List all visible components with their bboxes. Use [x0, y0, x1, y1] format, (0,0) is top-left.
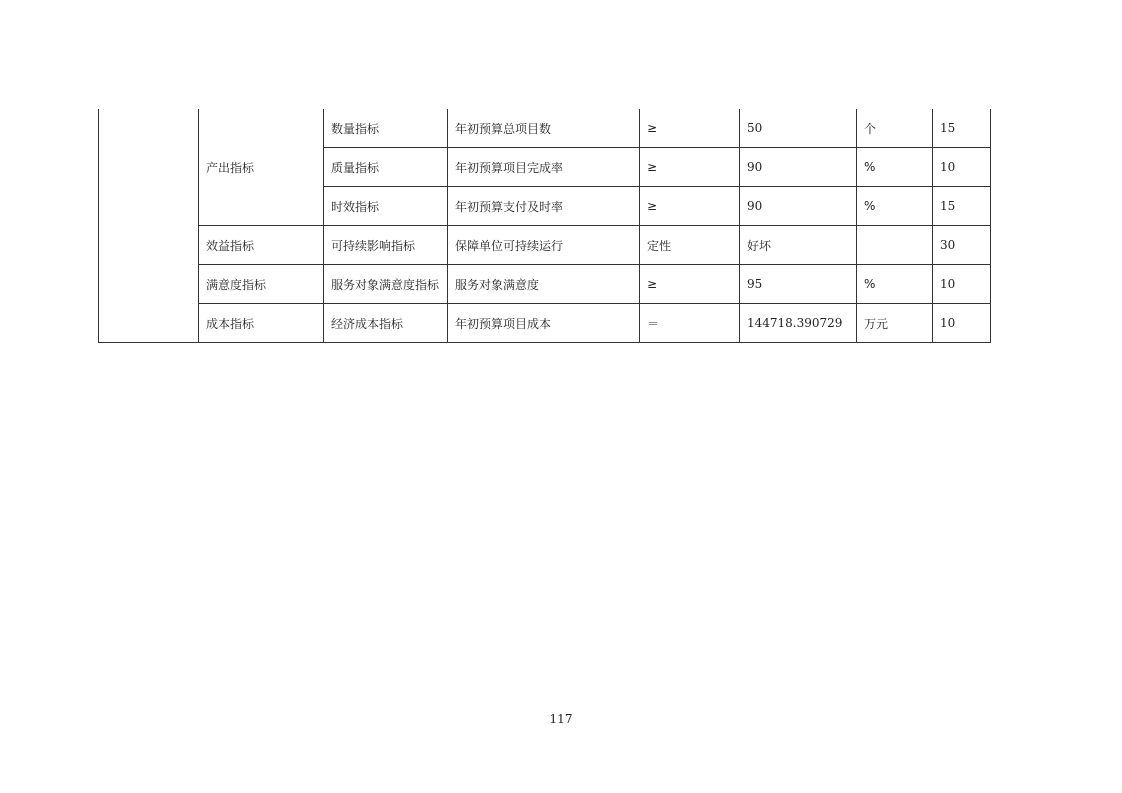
score-cell: 15	[933, 187, 991, 226]
table-row	[99, 109, 991, 148]
indicator-name-cell: 年初预算总项目数	[448, 109, 640, 148]
unit-cell: 万元	[857, 304, 933, 343]
score-cell: 10	[933, 304, 991, 343]
score-cell: 30	[933, 226, 991, 265]
level3-indicator-cell: 时效指标	[324, 187, 448, 226]
unit-cell: %	[857, 187, 933, 226]
indicator-name-cell: 年初预算项目完成率	[448, 148, 640, 187]
operator-cell: ＝	[640, 304, 740, 343]
score-cell: 15	[933, 109, 991, 148]
page-number: 117	[549, 712, 573, 726]
operator-cell: ≥	[640, 109, 740, 148]
target-value-cell: 好坏	[740, 226, 857, 265]
level3-indicator-cell: 可持续影响指标	[324, 226, 448, 265]
indicator-name-cell: 年初预算支付及时率	[448, 187, 640, 226]
level3-indicator-cell: 数量指标	[324, 109, 448, 148]
table-row	[99, 304, 991, 343]
unit-cell: 个	[857, 109, 933, 148]
score-cell: 10	[933, 265, 991, 304]
level1-indicator-cell	[99, 109, 199, 343]
level3-indicator-cell: 质量指标	[324, 148, 448, 187]
target-value-cell: 90	[740, 148, 857, 187]
unit-cell: %	[857, 148, 933, 187]
target-value-cell: 50	[740, 109, 857, 148]
operator-cell: ≥	[640, 265, 740, 304]
target-value-cell: 95	[740, 265, 857, 304]
level2-indicator-cell: 效益指标	[199, 226, 324, 265]
level2-indicator-cell: 产出指标	[199, 109, 324, 226]
performance-indicator-table	[98, 109, 991, 343]
level2-indicator-cell: 满意度指标	[199, 265, 324, 304]
unit-cell: %	[857, 265, 933, 304]
table-row	[99, 265, 991, 304]
target-value-cell: 90	[740, 187, 857, 226]
indicator-name-cell: 保障单位可持续运行	[448, 226, 640, 265]
table-row	[99, 226, 991, 265]
level2-indicator-cell: 成本指标	[199, 304, 324, 343]
level3-indicator-cell: 经济成本指标	[324, 304, 448, 343]
level3-indicator-cell: 服务对象满意度指标	[324, 265, 448, 304]
target-value-cell: 144718.390729	[740, 304, 857, 343]
operator-cell: 定性	[640, 226, 740, 265]
operator-cell: ≥	[640, 187, 740, 226]
indicator-name-cell: 服务对象满意度	[448, 265, 640, 304]
operator-cell: ≥	[640, 148, 740, 187]
score-cell: 10	[933, 148, 991, 187]
unit-cell	[857, 226, 933, 265]
indicator-name-cell: 年初预算项目成本	[448, 304, 640, 343]
